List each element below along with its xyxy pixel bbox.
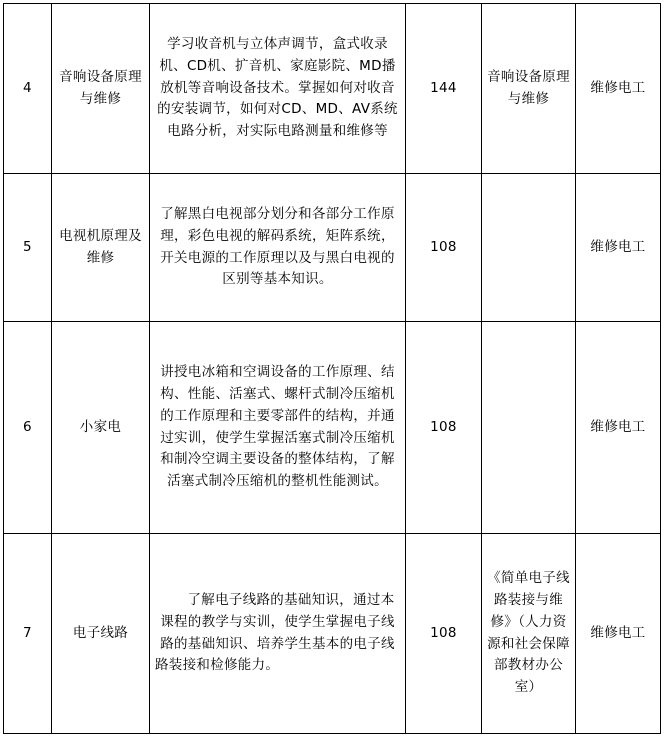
course-textbook: 音响设备原理与维修 xyxy=(482,4,576,174)
course-hours: 108 xyxy=(406,174,482,322)
row-index: 6 xyxy=(4,322,52,534)
course-name: 小家电 xyxy=(52,322,150,534)
course-description: 了解黑白电视部分划分和各部分工作原理，彩色电视的解码系统，矩阵系统，开关电源的工作原理以及与黑白电视的区别等基本知识。 xyxy=(150,174,406,322)
table-row xyxy=(4,534,661,734)
course-hours: 144 xyxy=(406,4,482,174)
course-textbook xyxy=(482,322,576,534)
table-row xyxy=(4,4,661,174)
course-hours: 108 xyxy=(406,322,482,534)
course-hours: 108 xyxy=(406,534,482,734)
course-textbook: 《简单电子线路装接与维修》（人力资源和社会保障部教材办公室） xyxy=(482,534,576,734)
course-description: 讲授电冰箱和空调设备的工作原理、结构、性能、活塞式、螺杆式制冷压缩机的工作原理和主要零部件的结构，并通过实训，使学生掌握活塞式制冷压缩机和制冷空调主要设备的整体结构，了解活塞式制冷压缩机的整机性能测试。 xyxy=(150,322,406,534)
course-description: 了解电子线路的基础知识，通过本课程的教学与实训，使学生掌握电子线路的基础知识、培养学生基本的电子线路装接和检修能力。 xyxy=(150,534,406,734)
course-name: 音响设备原理与维修 xyxy=(52,4,150,174)
course-certificate: 维修电工 xyxy=(576,322,661,534)
row-index: 4 xyxy=(4,4,52,174)
course-certificate: 维修电工 xyxy=(576,174,661,322)
course-name: 电视机原理及维修 xyxy=(52,174,150,322)
table-row xyxy=(4,174,661,322)
document-page xyxy=(0,3,665,743)
course-table xyxy=(3,3,661,734)
course-certificate: 维修电工 xyxy=(576,534,661,734)
course-name: 电子线路 xyxy=(52,534,150,734)
course-description: 学习收音机与立体声调节，盒式收录机、CD机、扩音机、家庭影院、MD播放机等音响设备技术。掌握如何对收音的安装调节，如何对CD、MD、AV系统电路分析，对实际电路测量和维修等 xyxy=(150,4,406,174)
table-row xyxy=(4,322,661,534)
row-index: 5 xyxy=(4,174,52,322)
row-index: 7 xyxy=(4,534,52,734)
course-textbook xyxy=(482,174,576,322)
course-certificate: 维修电工 xyxy=(576,4,661,174)
